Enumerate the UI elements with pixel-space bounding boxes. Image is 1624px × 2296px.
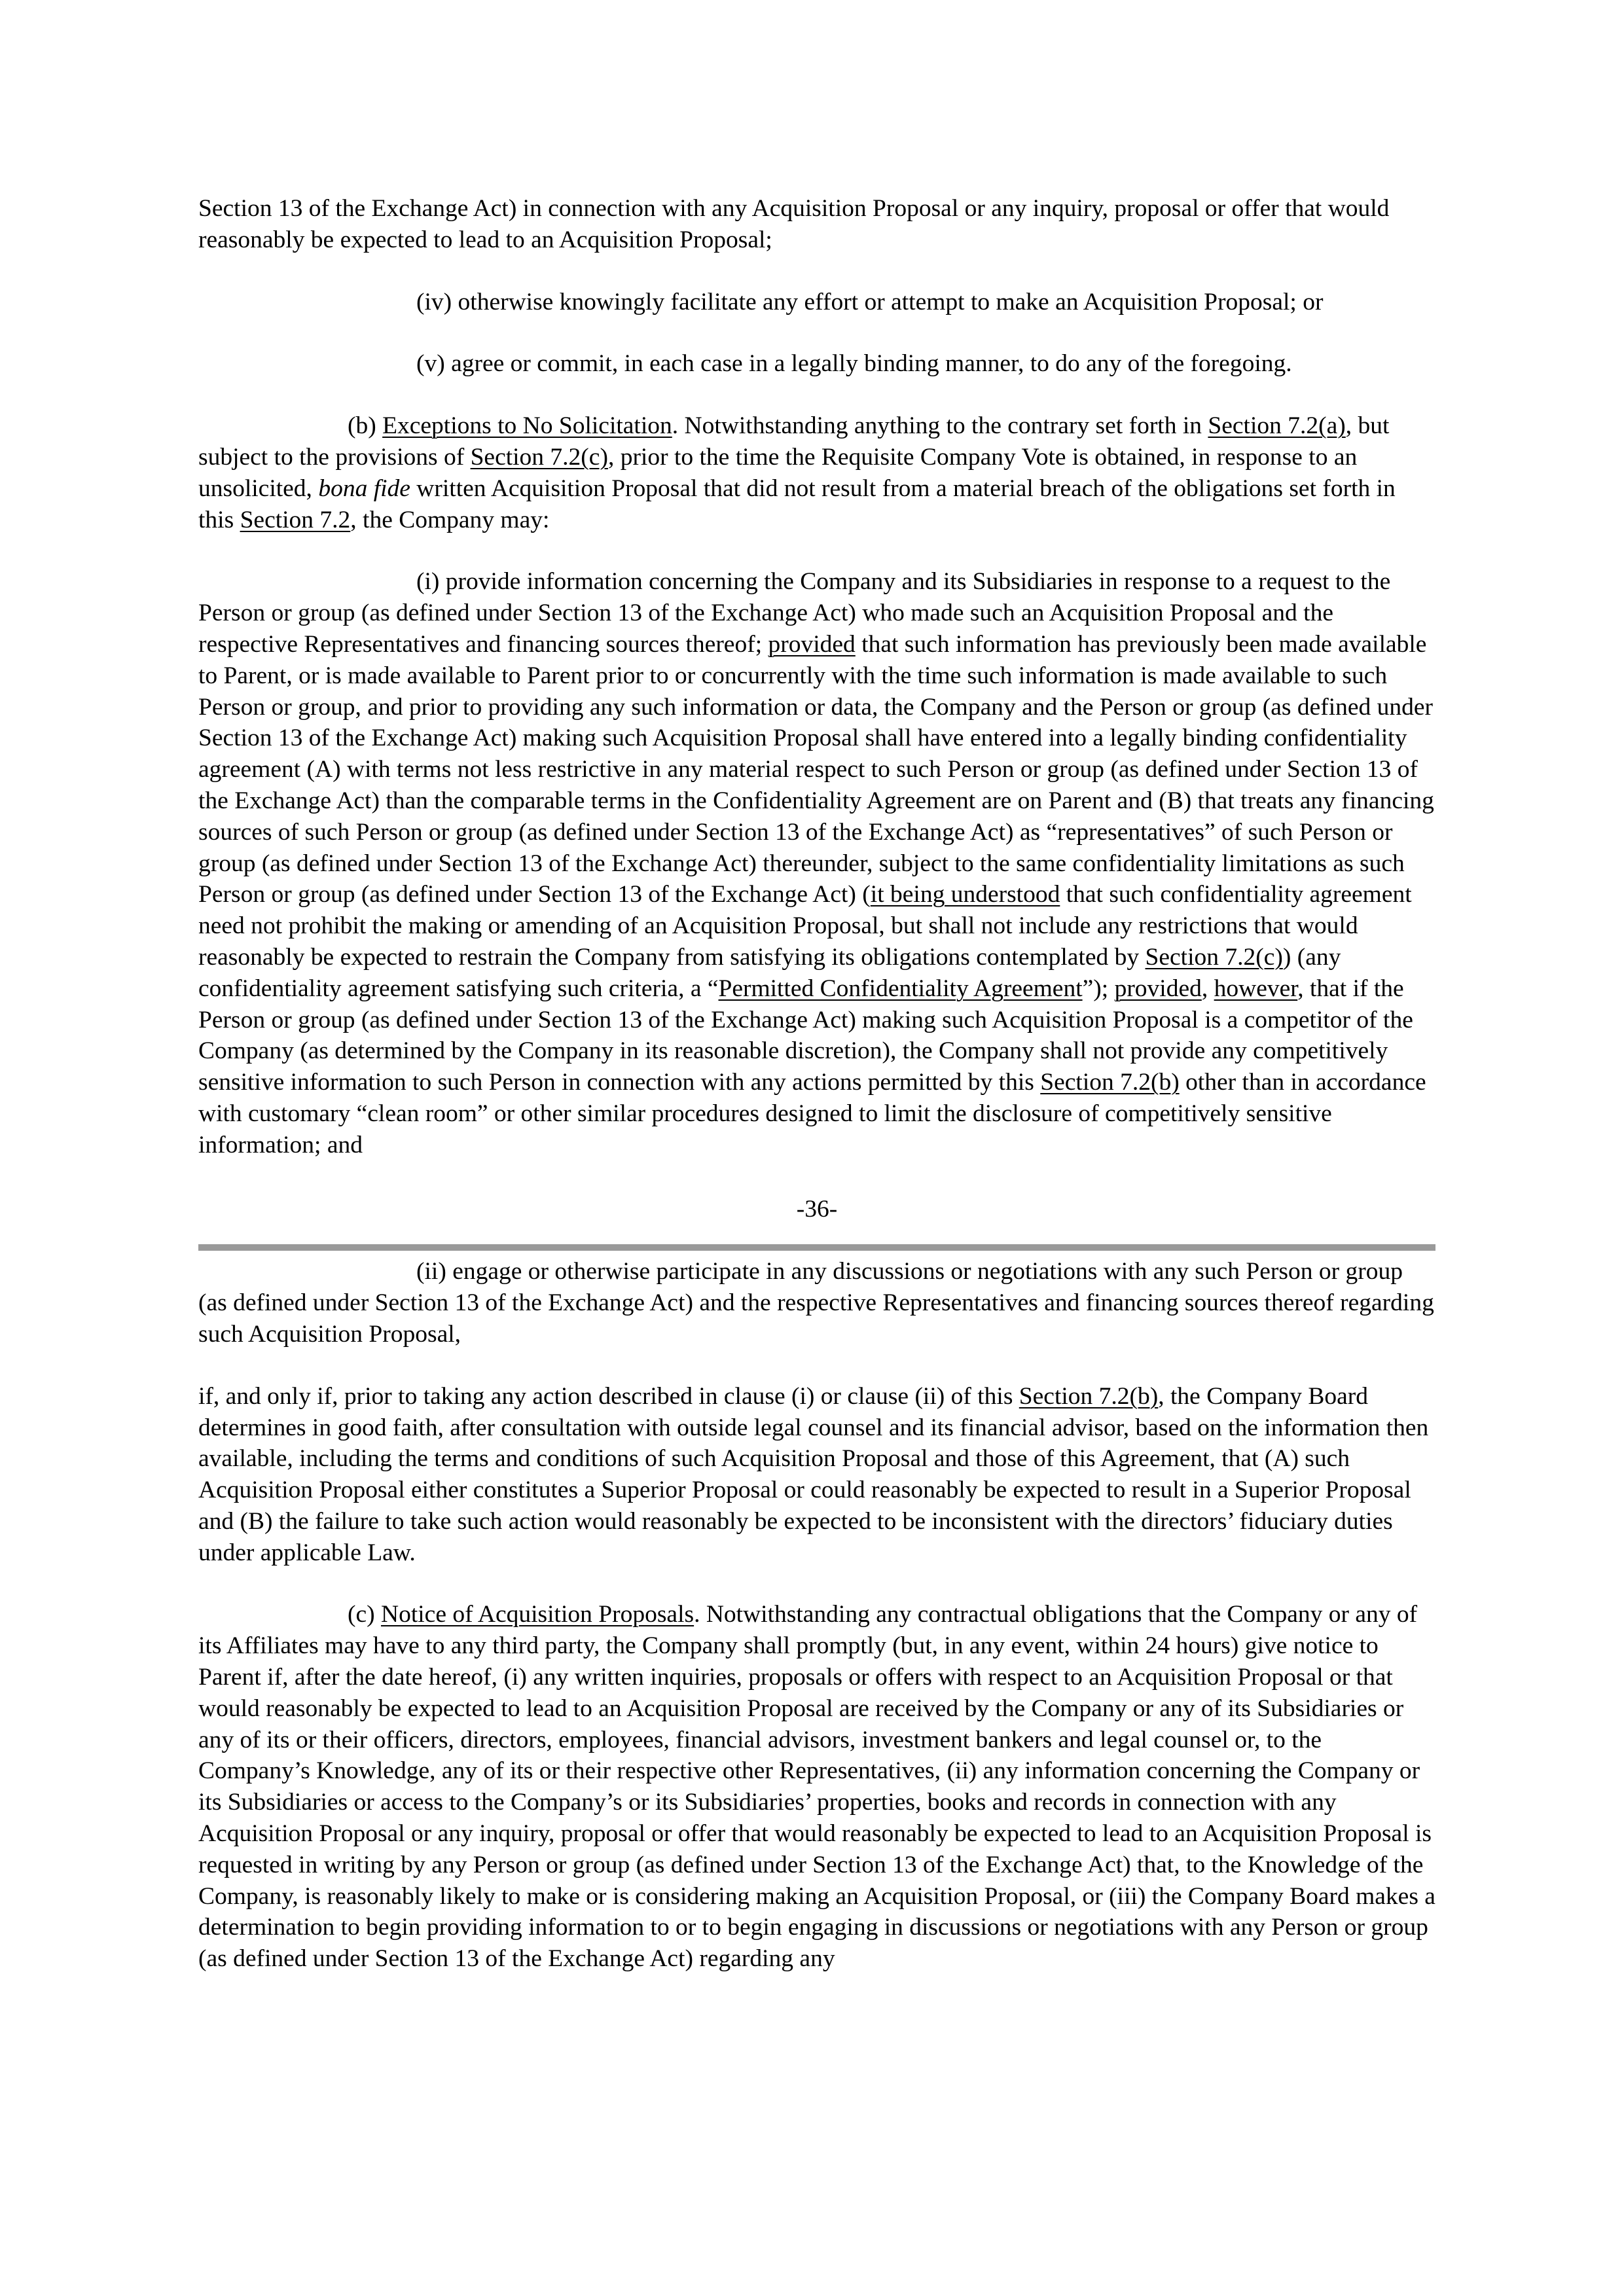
- clause-ii: (ii) engage or otherwise participate in any discussions or negotiations with any such Person or group (as defined under Section 13 of the Exchange Act) and the respective Representatives and financing sources thereof regarding such Acquisition Proposal,: [198, 1258, 1434, 1348]
- section-b-number: (b): [348, 412, 383, 440]
- cross-reference: Section 7.2: [240, 506, 351, 533]
- text-span: that such information has previously been made available to Parent, or is made available to Parent prior to or concurrently with the time such information is made available to such Person or group, and prior to providing any such information or data, the Company and the Person or group (as defined under Section 13 of the Exchange Act) making such Acquisition Proposal shall have entered into a legally binding confidentiality agreement (A) with terms not less restrictive in any material respect to such Person or group (as defined under Section 13 of the Exchange Act) than the comparable terms in the Confidentiality Agreement are on Parent and (B) that treats any financing sources of such Person or group (as defined under Section 13 of the Exchange Act) as “representatives” of such Person or group (as defined under Section 13 of the Exchange Act) thereunder, subject to the same confidentiality limitations as such Person or group (as defined under Section 13 of the Exchange Act) (: [198, 630, 1434, 908]
- text-span: . Notwithstanding any contractual obligations that the Company or any of its Affiliates may have to any third party, the Company shall promptly (but, in any event, within 24 hours) give notice to Parent if, after the date hereof, (i) any written inquiries, proposals or offers with respect to an Acquisition Proposal or that would reasonably be expected to lead to an Acquisition Proposal are received by the Company or any of its Subsidiaries or any of its or their officers, directors, employees, financial advisors, investment bankers and legal counsel or, to the Company’s Knowledge, any of its or their respective other Representatives, (ii) any information concerning the Company or its Subsidiaries or access to the Company’s or its Subsidiaries’ properties, books and records in connection with any Acquisition Proposal or any inquiry, proposal or offer that would reasonably be expected to lead to an Acquisition Proposal is requested in writing by any Person or group (as defined under Section 13 of the Exchange Act) that, to the Knowledge of the Company, is reasonably likely to make or is considering making an Acquisition Proposal, or (iii) the Company Board makes a determination to begin providing information to or to begin engaging in discussions or negotiations with any Person or group (as defined under Section 13 of the Exchange Act) regarding any: [198, 1601, 1435, 1973]
- text-span: , but subject to the provisions of: [198, 412, 1390, 471]
- text-span: , that if the Person or group (as defined under Section 13 of the Exchange Act) making such Acquisition Proposal is a competitor of the Company (as determined by the Company in its reasonable discretion), the Company shall not provide any competitively sensitive information to such Person in connection with any actions permitted by this: [198, 975, 1413, 1096]
- paragraph-intro: Section 13 of the Exchange Act) in connection with any Acquisition Proposal or any inquiry, proposal or offer that would reasonably be expected to lead to an Acquisition Proposal;: [198, 195, 1390, 253]
- text-span: (i) provide information concerning the Company and its Subsidiaries in response to a request to the Person or group (as defined under Section 13 of the Exchange Act) who made such an Acquisition Proposal and the respective Representatives and financing sources thereof;: [198, 568, 1391, 658]
- text-span: that such confidentiality agreement need not prohibit the making or amending of an Acquisition Proposal, but shall not include any restrictions that would reasonably be expected to restrain the Company from satisfying its obligations contemplated by: [198, 881, 1412, 971]
- section-c-number: (c): [348, 1601, 381, 1628]
- text-span: , the Company may:: [350, 506, 550, 533]
- section-c-paragraph: [198, 1599, 1435, 1975]
- cross-reference: Section 7.2(c): [470, 443, 608, 471]
- text-span: ) (any confidentiality agreement satisfying such criteria, a “: [198, 943, 1341, 1002]
- section-b-paragraph: [198, 410, 1435, 535]
- text-span: written Acquisition Proposal that did not result from a material breach of the obligations set forth in this: [198, 475, 1396, 533]
- text-span: other than in accordance with customary “clean room” or other similar procedures designed to limit the disclosure of competitively sensitive information; and: [198, 1069, 1426, 1158]
- defined-term: provided: [768, 630, 856, 658]
- italic-term: bona fide: [318, 475, 410, 502]
- clause-v: (v) agree or commit, in each case in a legally binding manner, to do any of the foregoing.: [416, 350, 1292, 378]
- defined-term: it being understood: [870, 881, 1060, 908]
- cross-reference: Section 7.2(c): [1145, 943, 1283, 971]
- document-page: [198, 193, 1435, 1975]
- defined-term: provided: [1114, 975, 1202, 1002]
- section-b-heading: Exceptions to No Solicitation: [382, 412, 672, 440]
- text-span: if, and only if, prior to taking any action described in clause (i) or clause (ii) of this: [198, 1382, 1019, 1410]
- text-span: , prior to the time the Requisite Company Vote is obtained, in response to an unsolicited,: [198, 443, 1358, 502]
- cross-reference: Section 7.2(a): [1208, 412, 1346, 440]
- cross-reference: Section 7.2(b): [1019, 1382, 1159, 1410]
- clause-i: [198, 566, 1435, 1160]
- text-span: ”);: [1082, 975, 1115, 1002]
- section-c-heading: Notice of Acquisition Proposals: [381, 1601, 695, 1628]
- text-span: , the Company Board determines in good faith, after consultation with outside legal counsel and its financial advisor, based on the information then available, including the terms and conditions of such Acquisition Proposal and those of this Agreement, that (A) such Acquisition Proposal either constitutes a Superior Proposal or could reasonably be expected to result in a Superior Proposal and (B) the failure to take such action would reasonably be expected to be inconsistent with the directors’ fiduciary duties under applicable Law.: [198, 1382, 1429, 1566]
- condition-paragraph: [198, 1381, 1435, 1569]
- cross-reference: Section 7.2(b): [1040, 1069, 1180, 1096]
- text-span: . Notwithstanding anything to the contrary set forth in: [672, 412, 1208, 440]
- page-divider: [198, 1244, 1435, 1251]
- page-number: -36-: [796, 1195, 838, 1223]
- defined-term: Permitted Confidentiality Agreement: [718, 975, 1083, 1002]
- clause-iv: (iv) otherwise knowingly facilitate any effort or attempt to make an Acquisition Proposal; or: [416, 288, 1324, 315]
- defined-term: however: [1214, 975, 1298, 1002]
- text-span: ,: [1201, 975, 1214, 1002]
